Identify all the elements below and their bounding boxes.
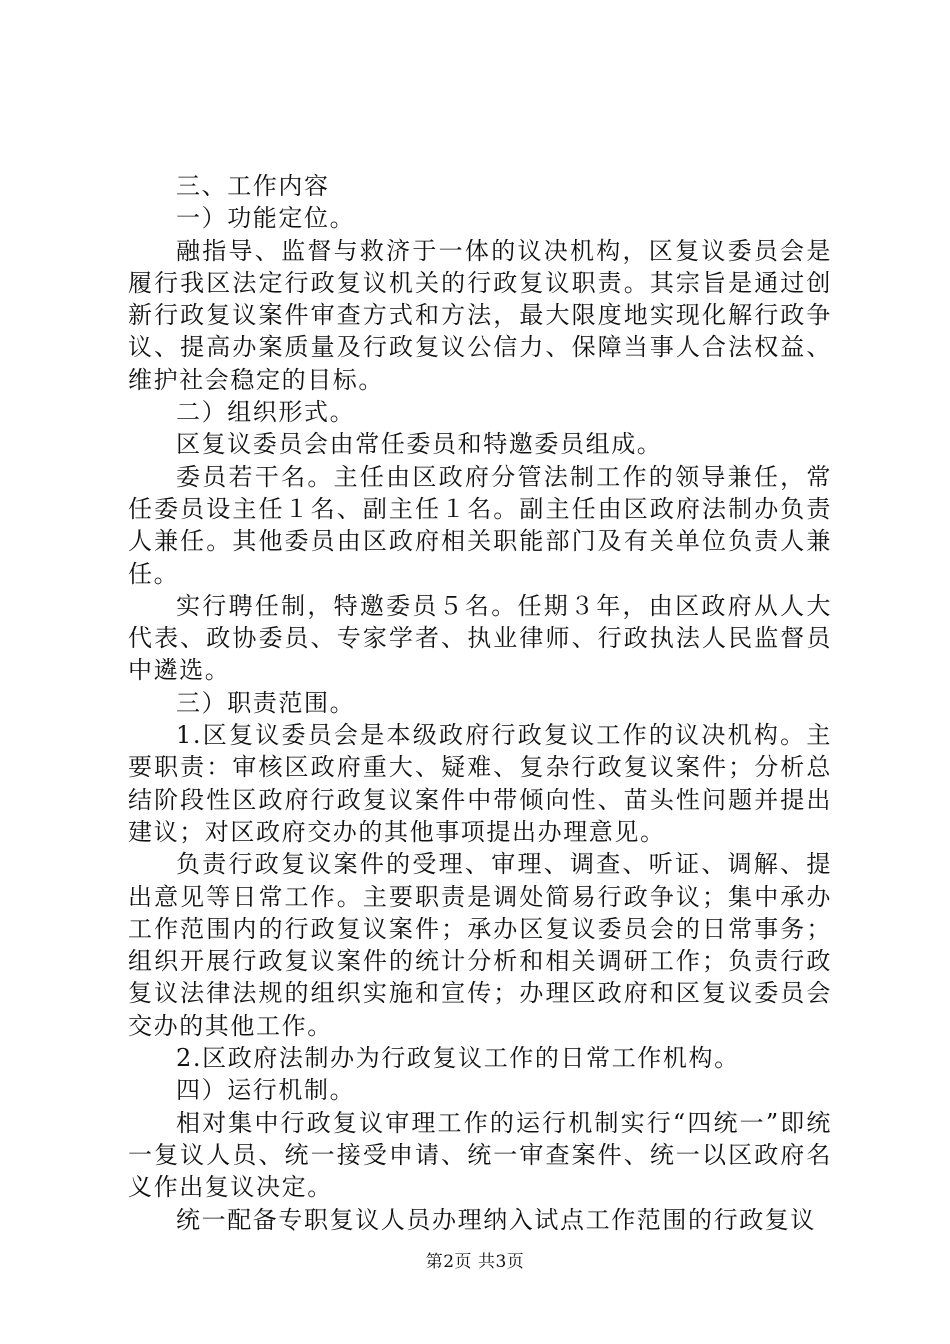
paragraph: 融指导、监督与救济于一体的议决机构，区复议委员会是履行我区法定行政复议机关的行政复议职责。其宗旨是通过创新行政复议案件审查方式和方法，最大限度地实现化解行政争议、提高办案质量及行政复议公信力、保障当事人合法权益、维护社会稳定的目标。 [128,236,832,394]
paragraph: 区复议委员会由常任委员和特邀委员组成。 [176,430,663,459]
document-body [128,170,832,1236]
paragraph: 负责行政复议案件的受理、审理、调查、听证、调解、提出意见等日常工作。主要职责是调处简易行政争议；集中承办工作范围内的行政复议案件；承办区复议委员会的日常事务；组织开展行政复议案件的统计分析和相关调研工作；负责行政复议法律法规的组织实施和宣传；办理区政府和区复议委员会交办的其他工作。 [128,850,832,1040]
paragraph: 实行聘任制，特邀委员５名。任期３年，由区政府从人大代表、政协委员、专家学者、执业律师、行政执法人民监督员中遴选。 [128,591,832,685]
subsection-heading: 三）职责范围。 [176,688,356,717]
paragraph: 1.区复议委员会是本级政府行政复议工作的议决机构。主要职责：审核区政府重大、疑难、复杂行政复议案件；分析总结阶段性区政府行政复议案件中带倾向性、苗头性问题并提出建议；对区政府交办的其他事项提出办理意见。 [128,721,832,846]
subsection-heading: 一）功能定位。 [176,204,356,233]
paragraph: 2.区政府法制办为行政复议工作的日常工作机构。 [176,1044,740,1073]
section-heading: 三、工作内容 [176,172,330,200]
paragraph: 委员若干名。主任由区政府分管法制工作的领导兼任，常任委员设主任１名、副主任１名。副主任由区政府法制办负责人兼任。其他委员由区政府相关职能部门及有关单位负责人兼任。 [128,462,832,588]
subsection-heading: 四）运行机制。 [176,1076,356,1105]
paragraph: 相对集中行政复议审理工作的运行机制实行“四统一”即统一复议人员、统一接受申请、统一审查案件、统一以区政府名义作出复议决定。 [128,1108,832,1202]
subsection-heading: 二）组织形式。 [176,398,356,427]
paragraph: 统一配备专职复议人员办理纳入试点工作范围的行政复议 [176,1205,816,1234]
page-number-footer: 第2页 共3页 [425,1252,525,1272]
